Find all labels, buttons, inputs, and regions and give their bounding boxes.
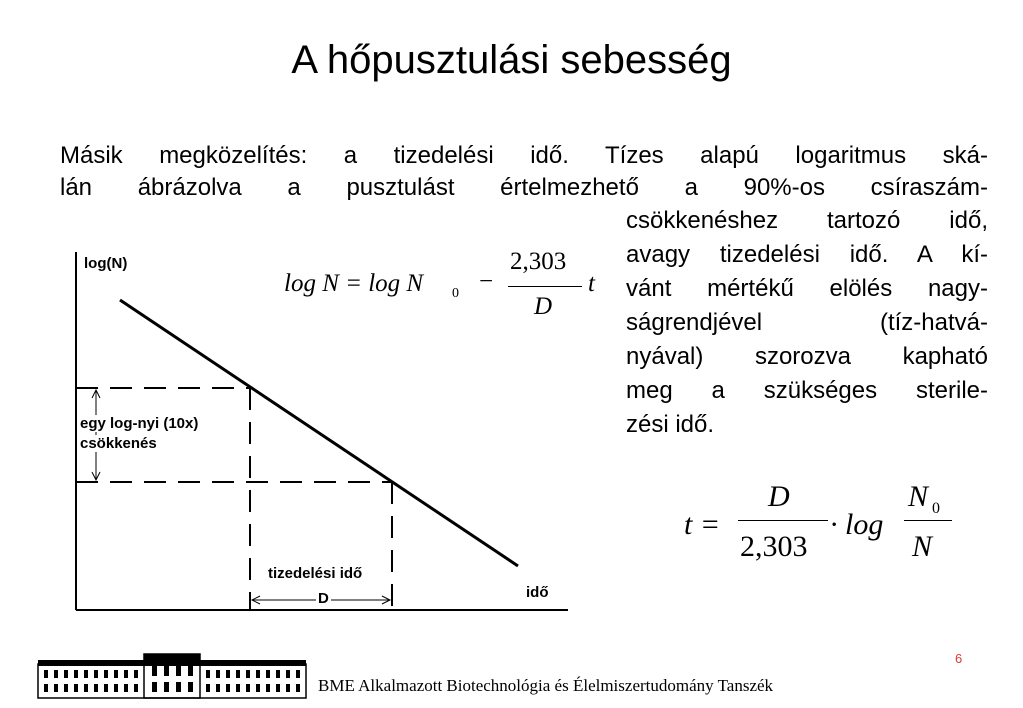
eq1-minus: − (479, 268, 494, 295)
eq2-denominator2: N (912, 530, 933, 563)
side-line: nyával) szorozva kapható (626, 343, 988, 370)
side-line: zési idő. (626, 411, 715, 438)
intro-line: lán ábrázolva a pusztulást értelmezhető a 90%-os csíraszám- (60, 174, 988, 201)
decimal-time-label: tizedelési idő (268, 565, 363, 582)
intro-paragraph (60, 140, 988, 204)
eq2-denominator: 2,303 (740, 530, 808, 563)
eq1-variable: t (588, 270, 595, 297)
footer-department: BME Alkalmazott Biotechnológia és Élelmiszertudomány Tanszék (318, 676, 774, 695)
equation-log-n (284, 248, 604, 328)
equation-t (684, 480, 974, 580)
y-axis-label: log(N) (84, 255, 128, 272)
eq1-numerator: 2,303 (510, 248, 567, 275)
eq2-numerator: D (768, 480, 790, 513)
eq2-numerator2: N (908, 480, 929, 513)
reduction-label-line2: csökkenés (80, 435, 157, 452)
university-building-logo (36, 652, 336, 702)
x-axis-label: idő (526, 584, 549, 601)
reduction-label-line1: egy log-nyi (10x) (80, 415, 199, 432)
eq2-fraction-bar2 (904, 520, 952, 521)
survival-line (120, 300, 518, 566)
eq2-subscript: 0 (932, 500, 940, 517)
page-number: 6 (955, 651, 963, 666)
side-line: vánt mértékű elölés nagy- (626, 275, 988, 302)
side-line: ságrendjével (tíz-hatvá- (626, 309, 988, 336)
d-label: D (318, 590, 329, 607)
eq1-lhs: log N = log N (284, 270, 424, 297)
eq1-denominator: D (534, 293, 553, 320)
side-line: avagy tizedelési idő. A kí- (626, 241, 988, 268)
eq2-lhs: t = (684, 508, 721, 541)
eq2-dot-log: · log (830, 508, 884, 541)
side-paragraph (626, 204, 988, 442)
eq1-subscript: 0 (452, 286, 459, 301)
intro-line: Másik megközelítés: a tizedelési idő. Tízes alapú logaritmus ská- (60, 142, 988, 169)
side-line: meg a szükséges sterile- (626, 377, 988, 404)
slide-title: A hőpusztulási sebesség (291, 38, 732, 82)
eq2-fraction-bar (738, 520, 828, 521)
side-line: csökkenéshez tartozó idő, (626, 207, 988, 234)
eq1-fraction-bar (508, 286, 582, 287)
